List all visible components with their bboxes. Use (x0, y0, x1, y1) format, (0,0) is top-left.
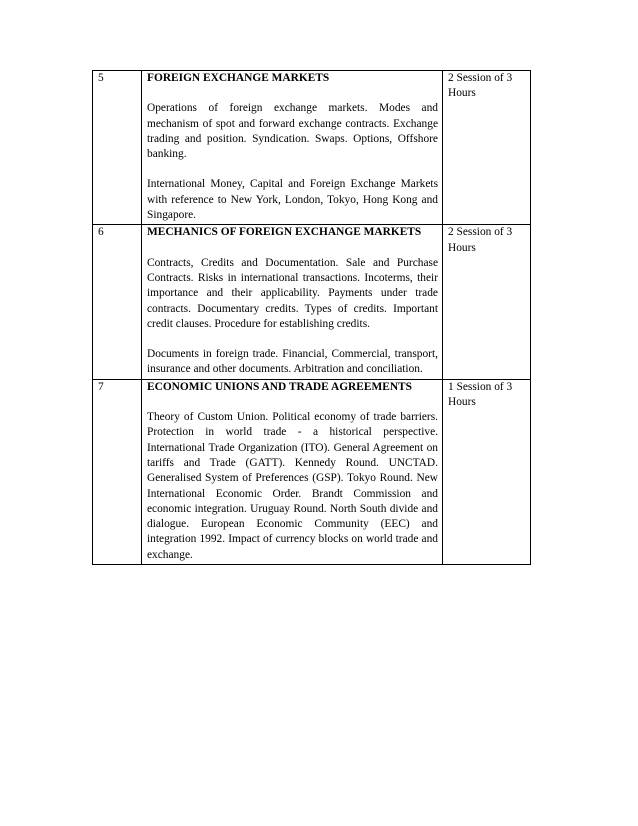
unit-number: 7 (98, 380, 104, 393)
topic-paragraph: Contracts, Credits and Documentation. Sale and Purchase Contracts. Risks in international transactions. Incoterms, their importance and their applicability. Payments under trade contracts. Documentary credits. Types of credits. Important credit clauses. Procedure for establishing credits. (147, 256, 438, 330)
duration-cell (443, 379, 531, 564)
unit-number-cell (93, 71, 142, 225)
topic-cell (142, 71, 443, 225)
topic-title: ECONOMIC UNIONS AND TRADE AGREEMENTS (147, 380, 412, 393)
unit-number: 6 (98, 226, 104, 239)
duration-cell (443, 225, 531, 379)
topic-cell (142, 379, 443, 564)
table-row (93, 225, 531, 379)
unit-number-cell (93, 379, 142, 564)
topic-title: FOREIGN EXCHANGE MARKETS (147, 72, 330, 84)
topic-paragraph: Operations of foreign exchange markets. Modes and mechanism of spot and forward exchange contracts. Exchange trading and position. Syndication. Swaps. Options, Offshore banking. (147, 102, 438, 161)
duration-text: 2 Session of 3 Hours (448, 72, 513, 100)
duration-text: 2 Session of 3 Hours (448, 226, 513, 254)
topic-title: MECHANICS OF FOREIGN EXCHANGE MARKETS (147, 226, 422, 239)
unit-number: 5 (98, 72, 104, 84)
table-row (93, 379, 531, 564)
duration-cell (443, 71, 531, 225)
topic-paragraph: Documents in foreign trade. Financial, Commercial, transport, insurance and other documents. Arbitration and conciliation. (147, 348, 438, 376)
topic-paragraph: Theory of Custom Union. Political economy of trade barriers. Protection in world trade - a historical perspective. International Trade Organization (ITO). General Agreement on tariffs and Trade (GATT). Kennedy Round. UNCTAD. Generalised System of Preferences (GSP). Tokyo Round. New International Economic Order. Brandt Commission and economic integration. Uruguay Round. North South divide and dialogue. European Economic Community (EEC) and integration 1992. Impact of currency blocks on world trade and exchange. (147, 411, 438, 561)
table-row (93, 71, 531, 225)
topic-cell (142, 225, 443, 379)
topic-paragraph: International Money, Capital and Foreign Exchange Markets with reference to New York, London, Tokyo, Hong Kong and Singapore. (147, 178, 438, 222)
syllabus-table (92, 70, 531, 565)
unit-number-cell (93, 225, 142, 379)
duration-text: 1 Session of 3 Hours (448, 380, 513, 409)
